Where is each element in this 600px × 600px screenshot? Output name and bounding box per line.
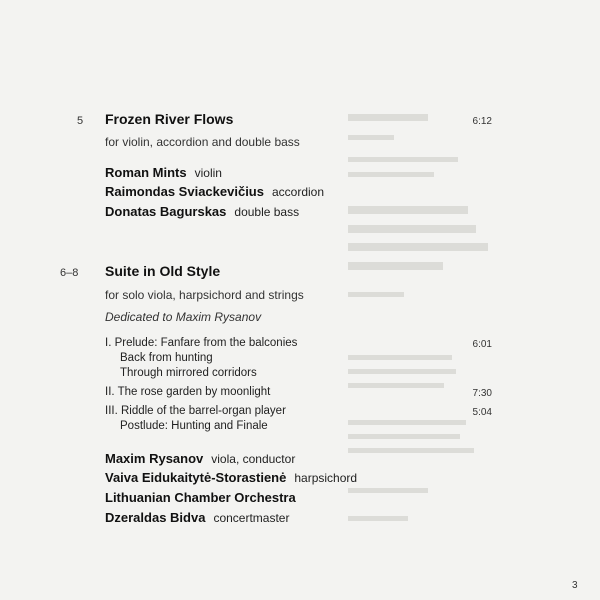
performer-line: [105, 164, 222, 182]
performer-role: harpsichord: [294, 471, 358, 485]
performer-role: violin: [194, 166, 222, 180]
performer-line: [105, 489, 296, 507]
movement-duration: 5:04: [472, 407, 492, 418]
track-number: 6–8: [60, 267, 79, 279]
movement-line: III. Riddle of the barrel-organ player: [105, 405, 286, 417]
performer-role: viola, conductor: [211, 452, 296, 466]
movement-line: Through mirrored corridors: [120, 367, 257, 379]
dedication: Dedicated to Maxim Rysanov: [105, 310, 262, 324]
performer-line: [105, 450, 295, 468]
track-subtitle: for solo viola, harpsichord and strings: [105, 288, 304, 302]
movement-line: II. The rose garden by moonlight: [105, 386, 271, 398]
performer-name: Lithuanian Chamber Orchestra: [105, 490, 296, 505]
track-subtitle: for violin, accordion and double bass: [105, 135, 300, 149]
track-duration: 6:12: [472, 116, 492, 127]
performer-name: Maxim Rysanov: [105, 451, 204, 466]
performer-name: Roman Mints: [105, 165, 187, 180]
performer-name: Donatas Bagurskas: [105, 204, 227, 219]
track-number: 5: [77, 115, 84, 127]
movement-line: Back from hunting: [120, 352, 213, 364]
movement-line: Postlude: Hunting and Finale: [120, 420, 268, 432]
movement-line: I. Prelude: Fanfare from the balconies: [105, 337, 298, 349]
performer-line: [105, 183, 324, 201]
performer-name: Dzeraldas Bidva: [105, 510, 206, 525]
performer-name: Vaiva Eidukaitytė-Storastienė: [105, 470, 287, 485]
performer-line: [105, 203, 299, 221]
performer-name: Raimondas Sviackevičius: [105, 184, 264, 199]
track-title: Frozen River Flows: [105, 111, 234, 127]
performer-role: accordion: [271, 185, 325, 199]
performer-line: [105, 469, 357, 487]
track-title: Suite in Old Style: [105, 263, 221, 279]
performer-role: concertmaster: [213, 511, 290, 525]
performer-line: [105, 509, 289, 527]
page-number: 3: [572, 580, 578, 591]
movement-duration: 6:01: [472, 339, 492, 350]
movement-duration: 7:30: [472, 388, 492, 399]
performer-role: double bass: [234, 205, 300, 219]
